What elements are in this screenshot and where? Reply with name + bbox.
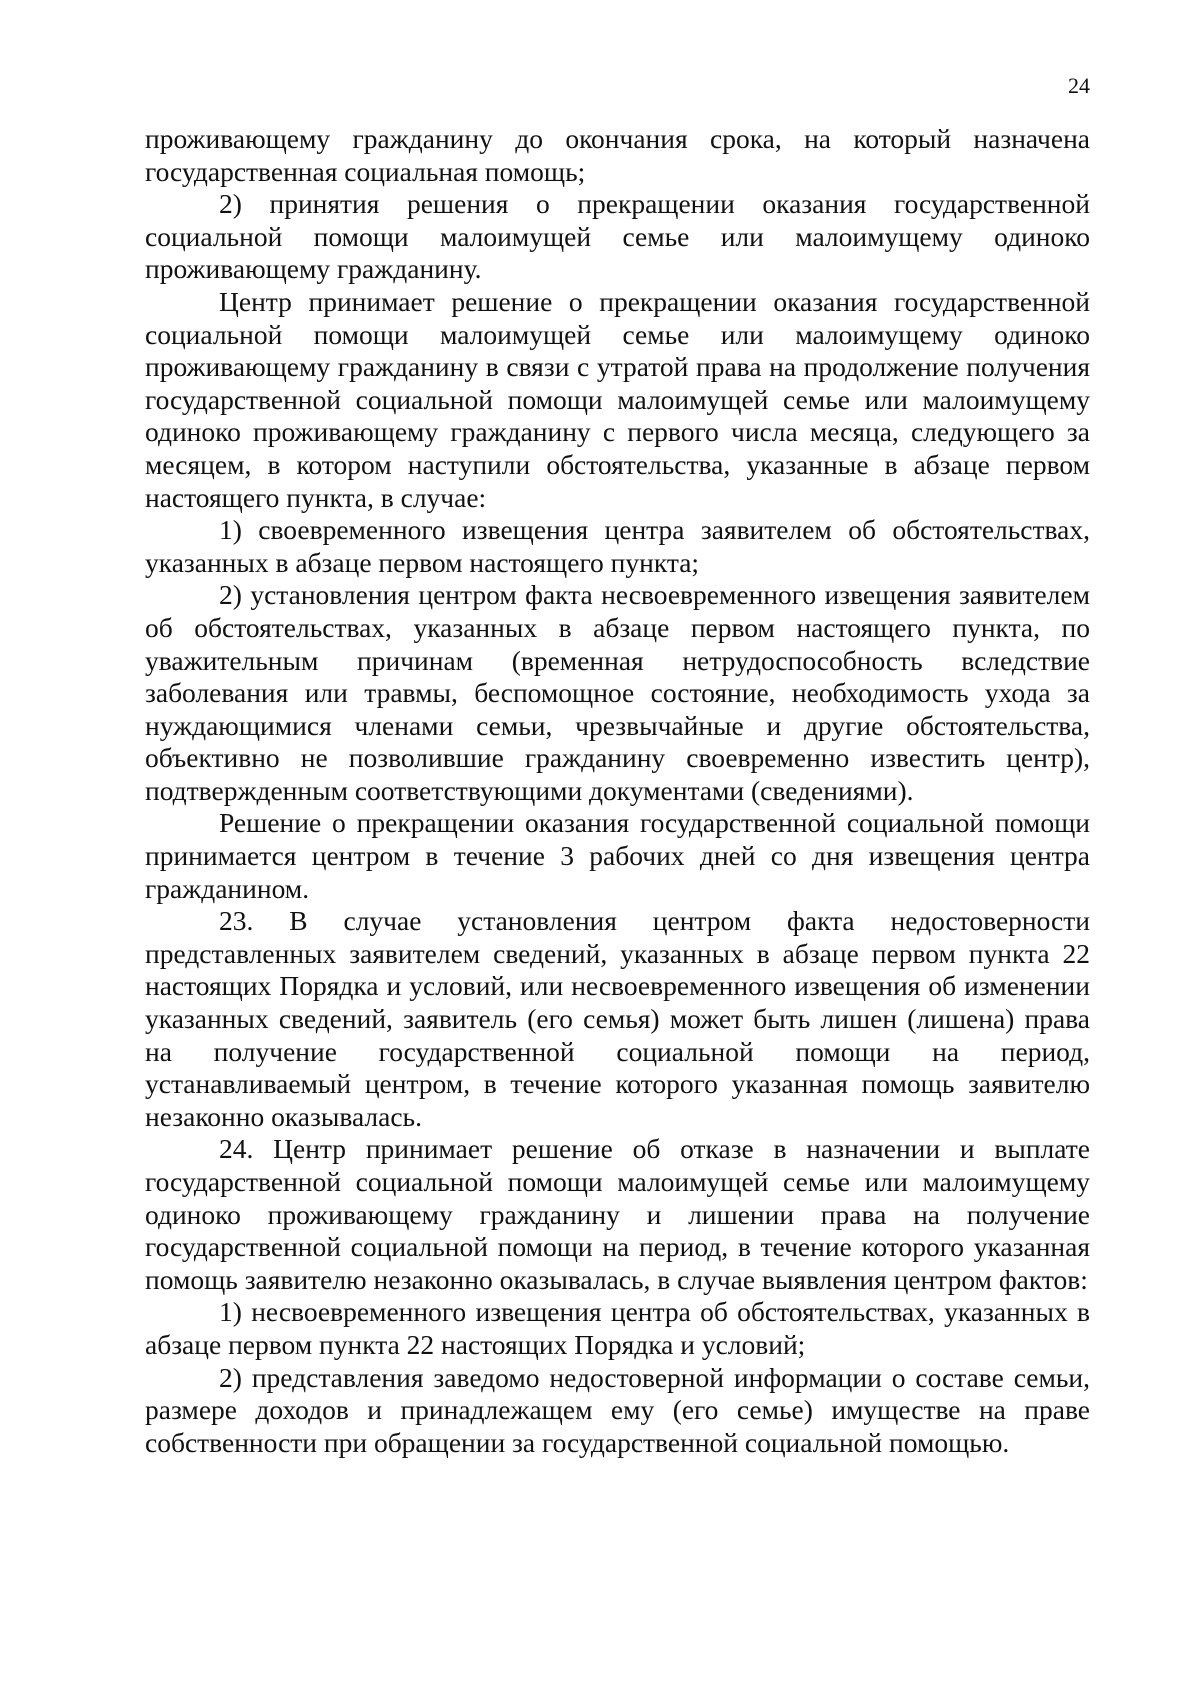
paragraph-item-2-valid-reasons: 2) установления центром факта несвоевременного извещения заявителем об обстоятельствах, указанных в абзаце первом настоящего пункта, по уважительным причинам (временная нетрудоспособность вследствие заболевания или травмы, беспомощное состояние, необходимость ухода за нуждающимися членами семьи, чрезвычайные и другие обстоятельства, объективно не позволившие гражданину своевременно известить центр), подтвержденным соответствующими документами (сведениями). bbox=[145, 579, 1090, 806]
paragraph-item-1-timely-notice: 1) своевременного извещения центра заявителем об обстоятельствах, указанных в абзаце первом настоящего пункта; bbox=[145, 514, 1090, 578]
paragraph-termination-decision: Центр принимает решение о прекращении оказания государственной социальной помощи малоимущей семье или малоимущему одиноко проживающему гражданину в связи с утратой права на продолжение получения государственной социальной помощи малоимущей семье или малоимущему одиноко проживающему гражданину с первого числа месяца, следующего за месяцем, в котором наступили обстоятельства, указанные в абзаце первом настоящего пункта, в случае: bbox=[145, 285, 1090, 513]
paragraph-clause-24-item-2: 2) представления заведомо недостоверной информации о составе семьи, размере доходов и принадлежащем ему (его семье) имуществе на праве собственности при обращении за государственной социальной помощью. bbox=[145, 1361, 1090, 1458]
paragraph-clause-24: 24. Центр принимает решение об отказе в назначении и выплате государственной социальной помощи малоимущей семье или малоимущему одиноко проживающему гражданину и лишении права на получение государственной социальной помощи на период, в течение которого указанная помощь заявителю незаконно оказывалась, в случае выявления центром фактов: bbox=[145, 1133, 1090, 1295]
paragraph-clause-23: 23. В случае установления центром факта недостоверности представленных заявителем сведений, указанных в абзаце первом пункта 22 настоящих Порядка и условий, или несвоевременного извещения об изменении указанных сведений, заявитель (его семья) может быть лишен (лишена) права на получение государственной социальной помощи на период, устанавливаемый центром, в течение которого указанная помощь заявителю незаконно оказывалась. bbox=[145, 905, 1090, 1132]
document-body bbox=[145, 123, 1090, 1459]
paragraph-continuation: проживающему гражданину до окончания срока, на который назначена государственная социальная помощь; bbox=[145, 123, 1090, 187]
paragraph-decision-term: Решение о прекращении оказания государственной социальной помощи принимается центром в течение 3 рабочих дней со дня извещения центра гражданином. bbox=[145, 807, 1090, 904]
page-number: 24 bbox=[1068, 73, 1090, 98]
paragraph-clause-24-item-1: 1) несвоевременного извещения центра об обстоятельствах, указанных в абзаце первом пункта 22 настоящих Порядка и условий; bbox=[145, 1296, 1090, 1360]
paragraph-item-2-decision: 2) принятия решения о прекращении оказания государственной социальной помощи малоимущей семье или малоимущему одиноко проживающему гражданину. bbox=[145, 188, 1090, 285]
